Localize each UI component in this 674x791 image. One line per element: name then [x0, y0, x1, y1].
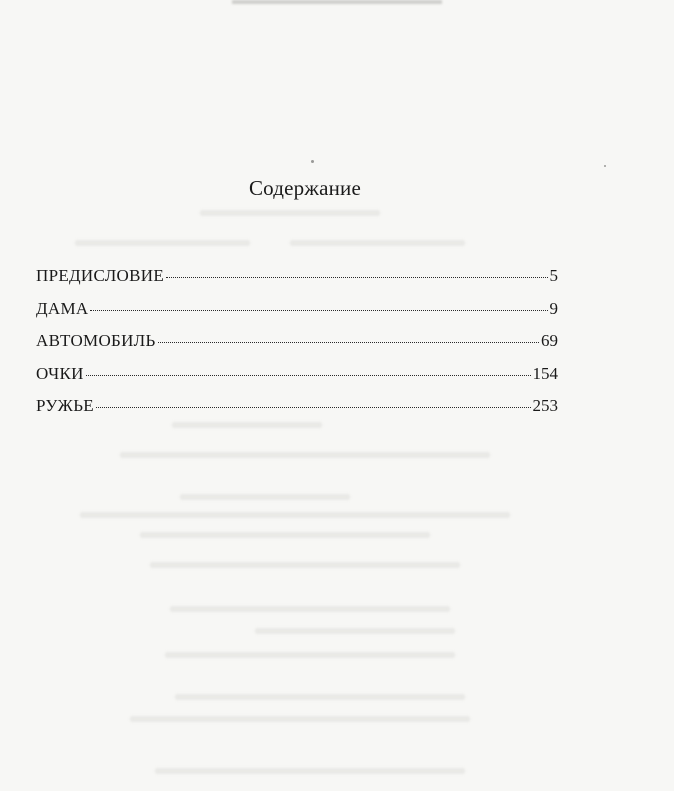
dot-leader	[158, 342, 539, 343]
toc-entry-label: ОЧКИ	[36, 363, 84, 383]
toc-entry-automobile[interactable]	[36, 331, 558, 364]
toc-entry-label: АВТОМОБИЛЬ	[36, 331, 156, 350]
toc-entry-label: ПРЕДИСЛОВИЕ	[36, 266, 165, 285]
toc-entry-page-number: 154	[532, 363, 558, 383]
toc-entry-rifle[interactable]	[36, 396, 558, 429]
toc-entry-lady[interactable]	[36, 299, 558, 332]
dot-leader	[166, 277, 547, 278]
toc-entry-page-number: 69	[541, 331, 558, 350]
top-edge-mark	[232, 0, 442, 4]
toc-entry-label: РУЖЬЕ	[36, 396, 94, 415]
paper-speck	[311, 160, 314, 163]
toc-entry-preface[interactable]	[36, 266, 558, 299]
toc-heading: Содержание	[248, 176, 362, 200]
paper-speck	[604, 165, 606, 167]
toc-entry-page-number: 9	[549, 298, 558, 318]
toc-list	[36, 266, 558, 429]
toc-entry-label: ДАМА	[36, 298, 89, 318]
toc-entry-page-number: 253	[532, 396, 558, 415]
toc-entry-glasses[interactable]	[36, 364, 558, 397]
dot-leader	[86, 375, 531, 376]
toc-entry-page-number: 5	[549, 266, 558, 285]
dot-leader	[90, 310, 547, 311]
dot-leader	[96, 407, 531, 408]
